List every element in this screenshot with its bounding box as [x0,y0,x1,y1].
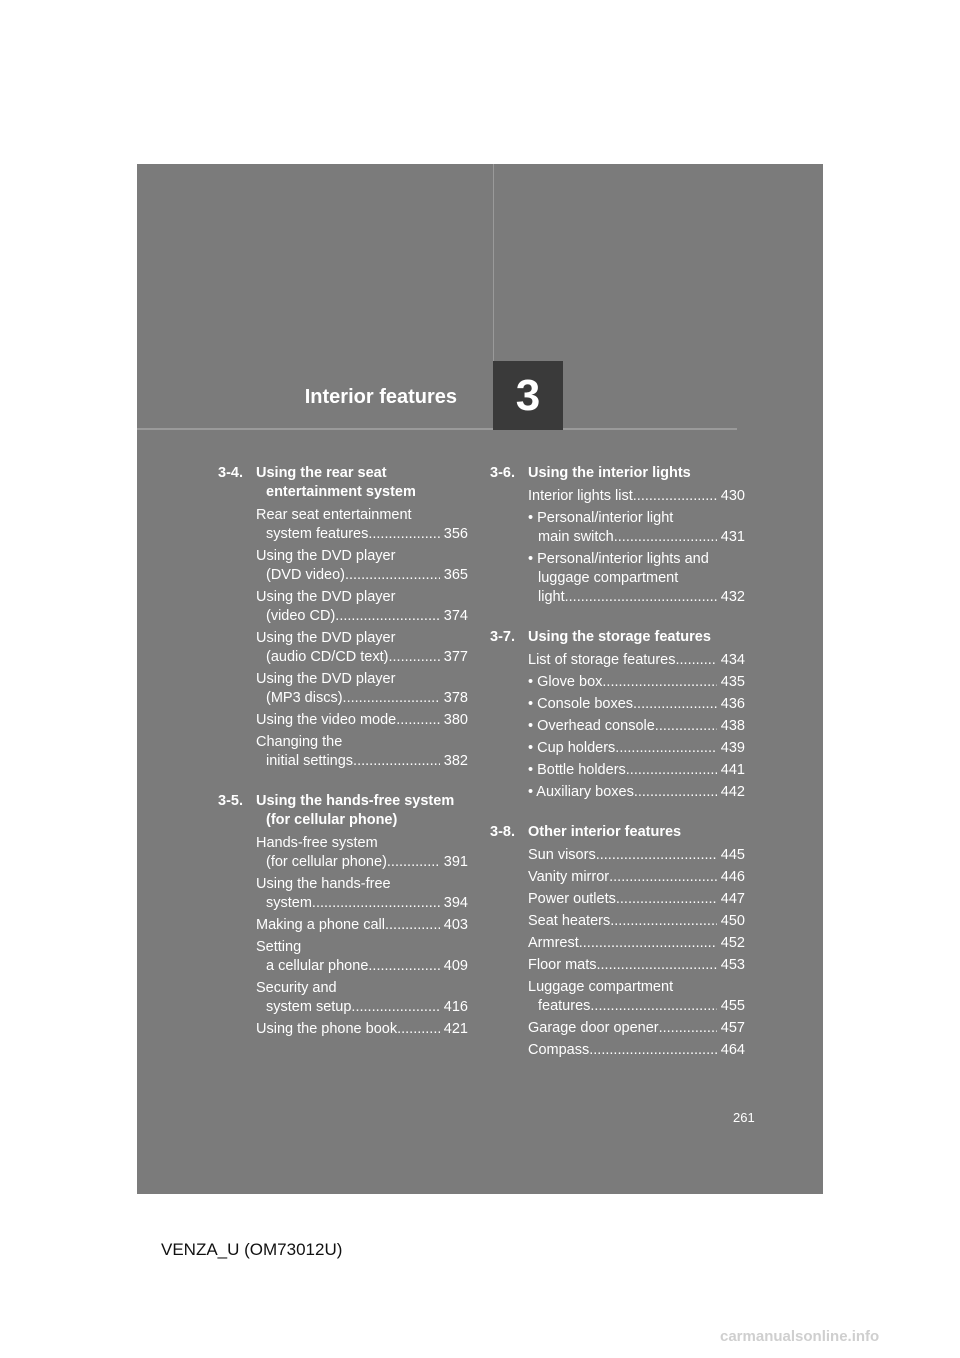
entry-text-line: • Cup holders [528,740,616,756]
entry-page-number: 436 [720,696,745,712]
leader-dots [633,695,717,714]
leader-dots [597,956,717,975]
leader-dots [385,916,440,935]
toc-entry[interactable] [528,1019,745,1038]
toc-entry[interactable] [528,695,745,714]
entry-text-line: Interior lights list [528,488,633,504]
section-heading [218,464,468,502]
entry-text-line: Armrest [528,935,579,951]
toc-entry[interactable] [528,868,745,887]
toc-items [490,487,745,607]
section-heading [218,792,468,830]
toc-entry[interactable] [528,783,745,802]
entry-page-number: 403 [443,917,468,933]
entry-text-line: system features [266,526,369,542]
entry-text-line: initial settings [266,753,354,769]
toc-entry[interactable] [256,938,468,976]
toc-section [490,628,745,802]
toc-entry[interactable] [528,509,745,547]
leader-dots [397,1020,440,1039]
entry-last-line [256,689,468,708]
entry-text-line: Using the DVD player [256,630,396,646]
entry-text-line: List of storage features [528,652,676,668]
entry-text-line: • Auxiliary boxes [528,784,634,800]
entry-text-line: a cellular phone [266,958,369,974]
section-title-line: Using the hands-free system [256,793,455,809]
toc-entry[interactable] [256,547,468,585]
entry-text-line: Hands-free system [256,835,378,851]
entry-text-line: • Console boxes [528,696,634,712]
entry-page-number: 453 [720,957,745,973]
toc-entry[interactable] [256,875,468,913]
entry-last-line [256,957,468,976]
entry-last-line [528,487,745,506]
entry-last-line [528,717,745,736]
toc-entry[interactable] [528,487,745,506]
section-title-line: (for cellular phone) [266,812,398,828]
entry-last-line [256,998,468,1017]
toc-entry[interactable] [528,739,745,758]
toc-entry[interactable] [528,761,745,780]
entry-page-number: 447 [720,891,745,907]
entry-text-line: light [538,589,565,605]
section-number: 3-4. [218,465,243,481]
entry-last-line [528,934,745,953]
entry-page-number: 431 [720,529,745,545]
entry-page-number: 374 [443,608,468,624]
entry-text-line: Vanity mirror [528,869,610,885]
entry-page-number: 441 [720,762,745,778]
entry-page-number: 382 [443,753,468,769]
entry-text-line: Security and [256,980,337,996]
entry-text-line: • Personal/interior lights and [528,551,709,567]
entry-page-number: 432 [720,589,745,605]
entry-page-number: 430 [720,488,745,504]
entry-text-line: features [538,998,591,1014]
entry-last-line [528,997,745,1016]
entry-last-line [528,846,745,865]
toc-column-left [218,464,468,1060]
entry-last-line [256,607,468,626]
entry-page-number: 439 [720,740,745,756]
entry-text-line: Using the DVD player [256,589,396,605]
leader-dots [659,1019,717,1038]
entry-text-line: Using the phone book [256,1021,398,1037]
section-title-line: Using the interior lights [528,465,691,481]
section-title-line: entertainment system [266,484,416,500]
entry-last-line [528,528,745,547]
entry-text-line: (for cellular phone) [266,854,387,870]
toc-entry[interactable] [528,978,745,1016]
entry-page-number: 434 [720,652,745,668]
entry-text-line: Power outlets [528,891,616,907]
chapter-number-tab: 3 [493,361,563,430]
entry-last-line [528,739,745,758]
entry-text-line: (video CD) [266,608,336,624]
entry-page-number: 365 [443,567,468,583]
toc-entry[interactable] [528,846,745,865]
entry-page-number: 435 [720,674,745,690]
entry-text-line: Changing the [256,734,343,750]
leader-dots [335,607,440,626]
leader-dots [343,689,440,708]
leader-dots [387,853,440,872]
leader-dots [565,588,717,607]
entry-page-number: 416 [443,999,468,1015]
leader-dots [368,957,439,976]
leader-dots [388,648,439,667]
toc-column-right [490,464,745,1081]
manual-page [137,164,823,1194]
leader-dots [676,651,717,670]
chapter-title: Interior features [304,386,457,408]
toc-items [218,506,468,771]
divider-horizontal [137,428,737,430]
entry-text-line: luggage compartment [538,570,679,586]
leader-dots [396,711,440,730]
entry-last-line [528,1041,745,1060]
section-title [528,464,745,483]
entry-page-number: 394 [443,895,468,911]
toc-entry[interactable] [256,506,468,544]
entry-page-number: 421 [443,1021,468,1037]
entry-last-line [256,853,468,872]
toc-items [218,834,468,1039]
leader-dots [614,528,717,547]
entry-text-line: Rear seat entertainment [256,507,412,523]
footer-model-code: VENZA_U (OM73012U) [161,1240,343,1259]
toc-entry[interactable] [256,711,468,730]
page-number: 261 [733,1110,755,1125]
section-number: 3-8. [490,824,515,840]
entry-text-line: Using the hands-free [256,876,391,892]
leader-dots [368,525,439,544]
entry-last-line [528,912,745,931]
entry-last-line [256,525,468,544]
entry-text-line: (MP3 discs) [266,690,343,706]
section-heading [490,464,745,483]
leader-dots [626,761,717,780]
leader-dots [615,739,717,758]
entry-page-number: 455 [720,998,745,1014]
entry-last-line [256,566,468,585]
toc-section [218,792,468,1039]
toc-section [218,464,468,771]
entry-page-number: 409 [443,958,468,974]
entry-last-line [256,711,468,730]
entry-text-line: Using the video mode [256,712,397,728]
toc-entry[interactable] [256,629,468,667]
toc-entry[interactable] [528,717,745,736]
entry-last-line [528,761,745,780]
toc-entry[interactable] [256,1020,468,1039]
leader-dots [312,894,440,913]
leader-dots [602,673,716,692]
entry-text-line: Setting [256,939,302,955]
leader-dots [579,934,717,953]
entry-last-line [256,916,468,935]
section-heading [490,823,745,842]
entry-page-number: 377 [443,649,468,665]
toc-entry[interactable] [256,979,468,1017]
entry-last-line [256,1020,468,1039]
toc-section [490,823,745,1060]
toc-entry[interactable] [528,1041,745,1060]
leader-dots [589,1041,717,1060]
entry-text-line: • Overhead console [528,718,655,734]
entry-text-line: Compass [528,1042,590,1058]
toc-entry[interactable] [528,934,745,953]
leader-dots [609,868,717,887]
entry-page-number: 442 [720,784,745,800]
toc-items [490,651,745,802]
toc-entry[interactable] [528,912,745,931]
leader-dots [345,566,440,585]
entry-text-line: • Personal/interior light [528,510,674,526]
watermark: carmanualsonline.info [720,1328,880,1345]
entry-page-number: 378 [443,690,468,706]
divider-vertical [493,164,494,361]
toc-entry[interactable] [256,588,468,626]
section-heading [490,628,745,647]
entry-text-line: Garage door opener [528,1020,659,1036]
entry-last-line [528,1019,745,1038]
leader-dots [633,487,717,506]
entry-last-line [528,695,745,714]
entry-last-line [528,868,745,887]
entry-text-line: Seat heaters [528,913,611,929]
toc-entry[interactable] [528,651,745,670]
entry-text-line: Using the DVD player [256,671,396,687]
entry-page-number: 438 [720,718,745,734]
entry-last-line [256,894,468,913]
section-title [528,628,745,647]
entry-page-number: 445 [720,847,745,863]
toc-entry[interactable] [528,956,745,975]
section-title [256,792,468,830]
leader-dots [596,846,717,865]
entry-text-line: system setup [266,999,352,1015]
leader-dots [616,890,717,909]
section-title [256,464,468,502]
section-number: 3-5. [218,793,243,809]
leader-dots [590,997,716,1016]
entry-last-line [528,890,745,909]
entry-last-line [256,752,468,771]
entry-text-line: • Glove box [528,674,603,690]
entry-page-number: 391 [443,854,468,870]
leader-dots [610,912,717,931]
entry-text-line: Sun visors [528,847,596,863]
section-title-line: Other interior features [528,824,682,840]
toc-entry[interactable] [256,916,468,935]
entry-last-line [528,783,745,802]
leader-dots [353,752,440,771]
entry-page-number: 446 [720,869,745,885]
toc-entry[interactable] [256,733,468,771]
toc-entry[interactable] [528,550,745,607]
section-title-line: Using the storage features [528,629,711,645]
entry-page-number: 356 [443,526,468,542]
entry-text-line: (DVD video) [266,567,345,583]
section-number: 3-6. [490,465,515,481]
entry-text-line: Floor mats [528,957,597,973]
toc-items [490,846,745,1060]
section-title-line: Using the rear seat [256,465,387,481]
entry-page-number: 464 [720,1042,745,1058]
entry-text-line: Luggage compartment [528,979,674,995]
entry-text-line: (audio CD/CD text) [266,649,389,665]
toc-entry[interactable] [528,673,745,692]
toc-entry[interactable] [528,890,745,909]
entry-last-line [256,648,468,667]
leader-dots [655,717,717,736]
toc-section [490,464,745,607]
leader-dots [351,998,439,1017]
entry-text-line: main switch [538,529,614,545]
entry-last-line [528,651,745,670]
toc-entry[interactable] [256,834,468,872]
section-title [528,823,745,842]
section-number: 3-7. [490,629,515,645]
entry-last-line [528,956,745,975]
entry-last-line [528,588,745,607]
leader-dots [634,783,717,802]
entry-text-line: Using the DVD player [256,548,396,564]
entry-text-line: system [266,895,312,911]
entry-text-line: • Bottle holders [528,762,626,778]
entry-page-number: 452 [720,935,745,951]
entry-last-line [528,673,745,692]
entry-page-number: 457 [720,1020,745,1036]
toc-entry[interactable] [256,670,468,708]
entry-text-line: Making a phone call [256,917,385,933]
entry-page-number: 450 [720,913,745,929]
entry-page-number: 380 [443,712,468,728]
